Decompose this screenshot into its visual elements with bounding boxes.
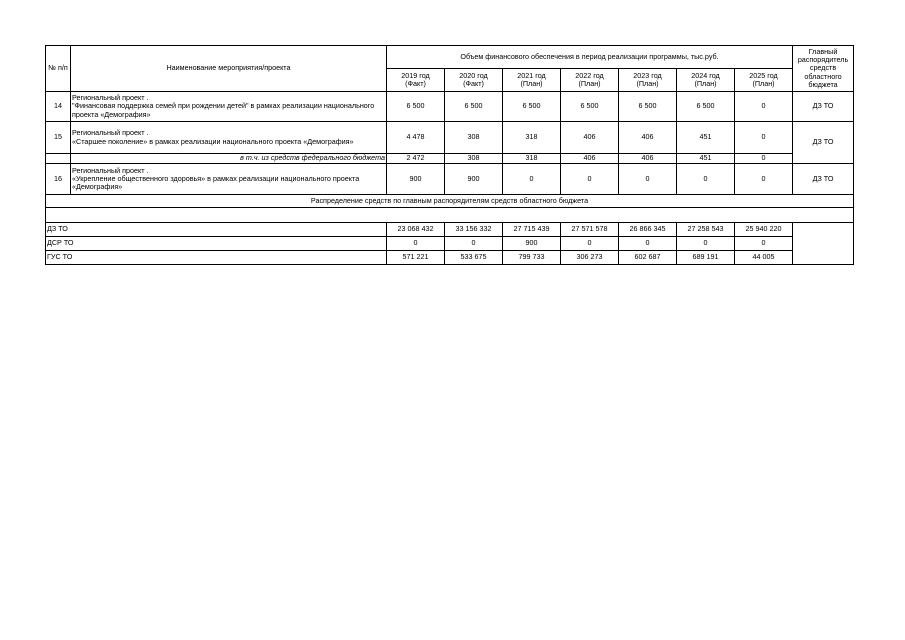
row-manager: ДЗ ТО bbox=[793, 164, 854, 195]
row-value: 0 bbox=[735, 154, 793, 164]
distribution-row bbox=[46, 223, 854, 237]
empty-cell bbox=[46, 154, 71, 164]
distribution-label: ДСР ТО bbox=[46, 237, 387, 251]
distribution-value: 0 bbox=[387, 237, 445, 251]
row-value: 6 500 bbox=[445, 92, 503, 122]
distribution-value: 306 273 bbox=[561, 251, 619, 265]
col-header-name: Наименование мероприятия/проекта bbox=[71, 46, 387, 92]
distribution-label: ГУС ТО bbox=[46, 251, 387, 265]
distribution-value: 44 005 bbox=[735, 251, 793, 265]
distribution-row bbox=[46, 237, 854, 251]
row-value: 6 500 bbox=[387, 92, 445, 122]
distribution-value: 0 bbox=[445, 237, 503, 251]
spacer-row bbox=[46, 208, 854, 223]
row-value: 0 bbox=[503, 164, 561, 195]
distribution-value: 27 715 439 bbox=[503, 223, 561, 237]
row-name: Региональный проект . "Финансовая поддержка семей при рождении детей" в рамках реализации национального проекта «Демография» bbox=[71, 92, 387, 122]
row-value: 308 bbox=[445, 122, 503, 154]
distribution-value: 571 221 bbox=[387, 251, 445, 265]
distribution-value: 900 bbox=[503, 237, 561, 251]
row-manager: ДЗ ТО bbox=[793, 92, 854, 122]
row-name: Региональный проект . «Укрепление общественного здоровья» в рамках реализации национального проекта «Демография» bbox=[71, 164, 387, 195]
row-value: 900 bbox=[445, 164, 503, 195]
row-sub-label: в т.ч. из средств федерального бюджета bbox=[71, 154, 387, 164]
distribution-title-row bbox=[46, 195, 854, 208]
row-value: 451 bbox=[677, 154, 735, 164]
funding-table bbox=[45, 45, 854, 265]
row-value: 318 bbox=[503, 154, 561, 164]
distribution-value: 689 191 bbox=[677, 251, 735, 265]
distribution-label: ДЗ ТО bbox=[46, 223, 387, 237]
row-value: 6 500 bbox=[503, 92, 561, 122]
col-header-num: № п/п bbox=[46, 46, 71, 92]
distribution-value: 0 bbox=[619, 237, 677, 251]
table-row bbox=[46, 92, 854, 122]
distribution-value: 799 733 bbox=[503, 251, 561, 265]
year-header: 2021 год (План) bbox=[503, 69, 561, 92]
year-header: 2020 год (Факт) bbox=[445, 69, 503, 92]
distribution-value: 27 258 543 bbox=[677, 223, 735, 237]
row-value: 406 bbox=[561, 154, 619, 164]
row-num: 16 bbox=[46, 164, 71, 195]
col-header-funding: Объем финансового обеспечения в период реализации программы, тыс.руб. bbox=[387, 46, 793, 69]
row-value: 6 500 bbox=[677, 92, 735, 122]
row-value: 4 478 bbox=[387, 122, 445, 154]
row-value: 6 500 bbox=[619, 92, 677, 122]
row-value: 0 bbox=[735, 92, 793, 122]
distribution-row bbox=[46, 251, 854, 265]
row-value: 406 bbox=[619, 154, 677, 164]
distribution-value: 602 687 bbox=[619, 251, 677, 265]
spacer-cell bbox=[46, 208, 854, 223]
row-value: 406 bbox=[619, 122, 677, 154]
distribution-value: 0 bbox=[677, 237, 735, 251]
row-value: 308 bbox=[445, 154, 503, 164]
empty-cell bbox=[793, 223, 854, 265]
row-value: 0 bbox=[619, 164, 677, 195]
distribution-value: 0 bbox=[561, 237, 619, 251]
row-value: 900 bbox=[387, 164, 445, 195]
row-value: 6 500 bbox=[561, 92, 619, 122]
row-name: Региональный проект . «Старшее поколение» в рамках реализации национального проекта «Демография» bbox=[71, 122, 387, 154]
distribution-value: 23 068 432 bbox=[387, 223, 445, 237]
distribution-value: 33 156 332 bbox=[445, 223, 503, 237]
year-header: 2024 год (План) bbox=[677, 69, 735, 92]
year-header: 2022 год (План) bbox=[561, 69, 619, 92]
row-value: 0 bbox=[735, 164, 793, 195]
distribution-value: 25 940 220 bbox=[735, 223, 793, 237]
table-row bbox=[46, 164, 854, 195]
row-value: 0 bbox=[735, 122, 793, 154]
row-num: 14 bbox=[46, 92, 71, 122]
row-value: 2 472 bbox=[387, 154, 445, 164]
distribution-title: Распределение средств по главным распорядителям средств областного бюджета bbox=[46, 195, 854, 208]
distribution-value: 533 675 bbox=[445, 251, 503, 265]
distribution-value: 27 571 578 bbox=[561, 223, 619, 237]
row-value: 406 bbox=[561, 122, 619, 154]
row-num: 15 bbox=[46, 122, 71, 154]
table-row bbox=[46, 122, 854, 154]
row-manager: ДЗ ТО bbox=[793, 122, 854, 164]
row-value: 0 bbox=[677, 164, 735, 195]
row-value: 451 bbox=[677, 122, 735, 154]
header-row-1 bbox=[46, 46, 854, 69]
year-header: 2025 год (План) bbox=[735, 69, 793, 92]
year-header: 2023 год (План) bbox=[619, 69, 677, 92]
year-header: 2019 год (Факт) bbox=[387, 69, 445, 92]
row-value: 0 bbox=[561, 164, 619, 195]
col-header-manager: Главный распорядитель средств областного бюджета bbox=[793, 46, 854, 92]
row-value: 318 bbox=[503, 122, 561, 154]
distribution-value: 26 866 345 bbox=[619, 223, 677, 237]
table-subrow bbox=[46, 154, 854, 164]
distribution-value: 0 bbox=[735, 237, 793, 251]
